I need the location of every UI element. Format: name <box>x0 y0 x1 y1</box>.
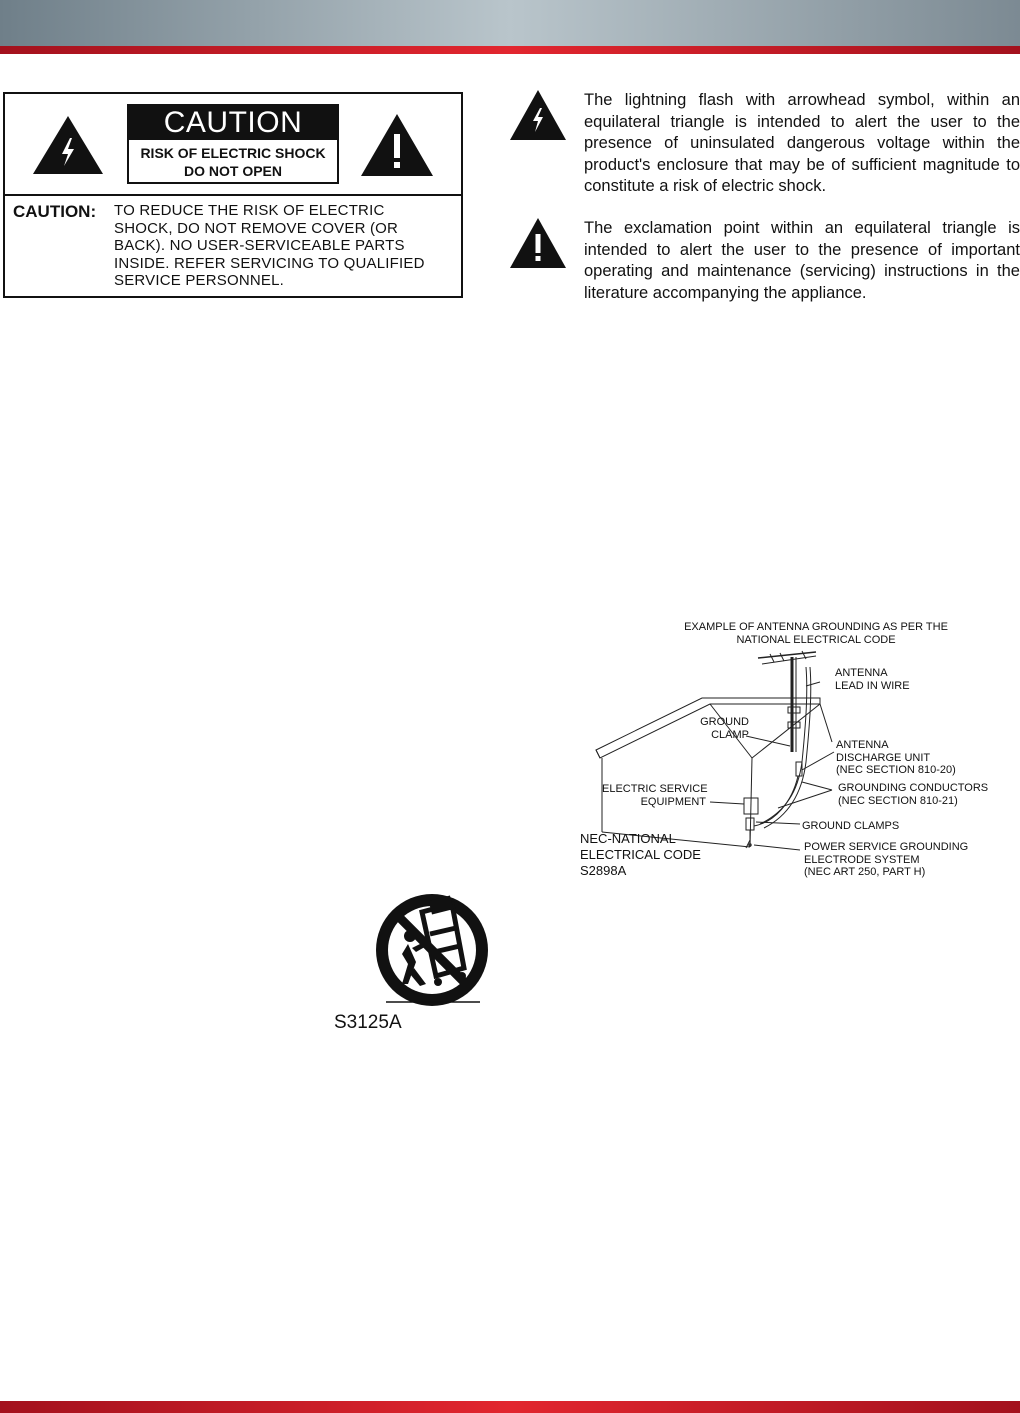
lightning-triangle-icon <box>510 90 566 140</box>
cart-warning-code: S3125A <box>334 1012 402 1033</box>
nec-label <box>580 831 701 879</box>
antenna-diagram-title-line: EXAMPLE OF ANTENNA GROUNDING AS PER THE <box>684 621 948 633</box>
lightning-symbol-explanation: The lightning flash with arrowhead symbol, within an equilateral triangle is intended to alert the user to the presence of uninsulated dangerous voltage within the product's enclosure that may be of sufficient magnitude to constitute a risk of electric shock. <box>584 91 1020 195</box>
caution-warning-line: SHOCK, DO NOT REMOVE COVER (OR <box>114 219 399 237</box>
power-service-label <box>804 841 968 879</box>
caution-warning-line: BACK). NO USER-SERVICEABLE PARTS <box>114 237 405 254</box>
discharge-unit-line: ANTENNA <box>836 739 889 751</box>
power-service-line: (NEC ART 250, PART H) <box>804 866 926 878</box>
exclamation-symbol-explanation: The exclamation point within an equilateral triangle is intended to alert the user to the presence of important operating and maintenance (servicing) instructions in the literature accompanying the appliance. <box>584 219 1020 302</box>
electric-service-line: EQUIPMENT <box>640 795 706 808</box>
nec-line: NEC-NATIONAL <box>580 831 676 846</box>
caution-warning-line: TO REDUCE THE RISK OF ELECTRIC <box>114 202 385 219</box>
discharge-unit-line: DISCHARGE UNIT <box>836 751 931 764</box>
header-accent-stripe <box>0 46 1020 54</box>
caution-title: CAUTION <box>129 106 337 140</box>
portable-cart-warning-icon <box>330 888 500 1013</box>
nec-line: ELECTRICAL CODE <box>580 847 701 862</box>
caution-label-top <box>5 94 461 196</box>
ground-clamp-line: CLAMP <box>711 728 749 741</box>
caution-warning-text <box>114 202 469 290</box>
antenna-lead-line: ANTENNA <box>835 667 888 679</box>
grounding-conductors-line: (NEC SECTION 810-21) <box>838 794 958 807</box>
do-not-open-text: DO NOT OPEN <box>183 163 282 179</box>
caution-center-panel <box>127 104 339 184</box>
exclamation-triangle-icon <box>510 218 566 268</box>
electric-service-line: ELECTRIC SERVICE <box>602 783 708 795</box>
grounding-conductors-line: GROUNDING CONDUCTORS <box>838 782 989 794</box>
power-service-line: POWER SERVICE GROUNDING <box>804 841 969 853</box>
antenna-diagram-title-line: NATIONAL ELECTRICAL CODE <box>736 633 896 646</box>
grounding-conductors-label <box>838 782 988 807</box>
footer-accent-stripe <box>0 1401 1020 1413</box>
electric-service-label <box>602 783 706 808</box>
caution-label-box <box>3 92 463 298</box>
caution-warning-line: SERVICE PERSONNEL. <box>114 272 285 289</box>
ground-clamps-label: GROUND CLAMPS <box>802 820 900 832</box>
lightning-triangle-icon <box>33 116 103 174</box>
caution-warning-prefix: CAUTION: <box>13 202 97 221</box>
risk-shock-text: RISK OF ELECTRIC SHOCK <box>140 145 326 161</box>
antenna-grounding-diagram <box>570 612 1010 892</box>
antenna-diagram-title <box>676 621 956 646</box>
discharge-unit-label <box>836 739 956 777</box>
antenna-lead-line: LEAD IN WIRE <box>835 679 910 692</box>
caution-warning-line: INSIDE. REFER SERVICING TO QUALIFIED <box>114 254 425 272</box>
ground-clamp-line: GROUND <box>700 716 749 728</box>
ground-clamp-label <box>697 716 749 741</box>
nec-line: S2898A <box>580 863 627 878</box>
antenna-lead-label <box>835 667 910 692</box>
portable-cart-warning <box>330 888 500 1028</box>
power-service-line: ELECTRODE SYSTEM <box>804 853 920 866</box>
discharge-unit-line: (NEC SECTION 810-20) <box>836 764 956 776</box>
header-band <box>0 0 1020 46</box>
exclamation-triangle-icon <box>361 114 433 176</box>
